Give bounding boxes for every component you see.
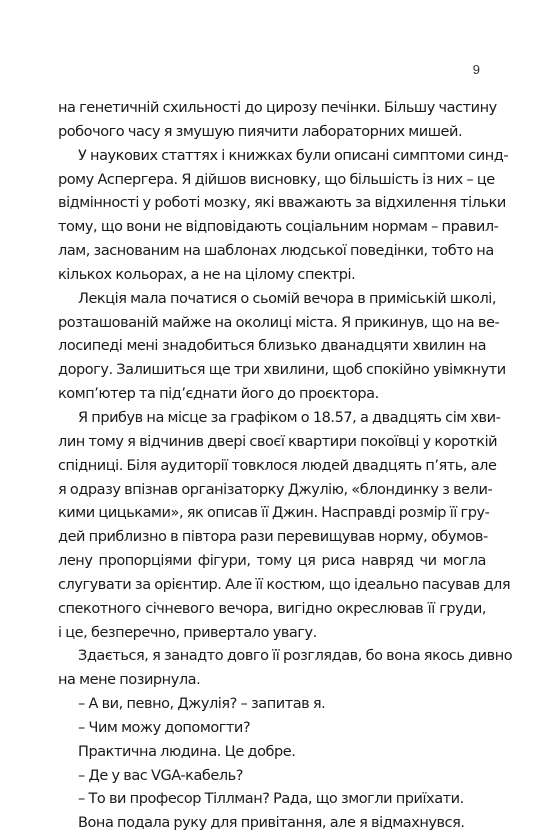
text-line: відмінності у роботі мозку, які вважають за відхилення тільки — [58, 195, 506, 212]
text-line: я одразу впізнав організаторку Джулію, «блондинку з вели- — [58, 481, 493, 498]
text-line: на генетичній схильності до цирозу печінки. Більшу частину — [58, 100, 497, 116]
text-line: – Де у вас VGA-кабель? — [78, 767, 244, 784]
text-line: У наукових статтях і книжках були описані симптоми синд- — [78, 147, 509, 164]
text-line: кими цицьками», як описав її Джин. Насправді розмір її гру- — [58, 505, 490, 522]
text-line: Практична людина. Це добре. — [78, 743, 296, 760]
text-line: – А ви, певно, Джулія? – запитав я. — [78, 696, 326, 713]
page-number: 9 — [472, 62, 480, 77]
text-line: Я прибув на місце за графіком о 18.57, а двадцять сім хви- — [78, 409, 501, 426]
text-line: Здається, я занадто довго її розглядав, бо вона якось дивно — [78, 648, 513, 665]
text-line: – То ви професор Тіллман? Рада, що змогли приїхати. — [78, 791, 464, 808]
text-line: дорогу. Залишиться ще три хвилини, щоб спокійно увімкнути — [58, 362, 506, 379]
text-line: кількох кольорах, а не на цілому спектрі. — [58, 266, 356, 283]
text-line: лосипеді мені знадобиться близько дванадцяти хвилин на — [58, 338, 486, 355]
text-line: комп’ютер та під’єднати його до проєктора. — [58, 386, 379, 403]
text-line: лам, заснованим на шаблонах людської поведінки, тобто на — [58, 243, 494, 260]
text-line: дей приблизно в півтора рази перевищував норму, обумов- — [58, 529, 488, 546]
text-line: рому Аспергера. Я дійшов висновку, що більшість із них – це — [58, 171, 495, 188]
text-line: – Чим можу допомогти? — [78, 719, 251, 736]
text-line: і це, безперечно, привертало увагу. — [58, 624, 317, 641]
text-line: спекотного січневого вечора, вигідно окреслював її груди, — [58, 600, 486, 617]
text-line: спідниці. Біля аудиторії товклося людей двадцять п’ять, але — [58, 457, 497, 474]
text-line: на мене позирнула. — [58, 672, 201, 689]
text-line: розташованій майже на околиці міста. Я прикинув, що на ве- — [58, 314, 500, 331]
text-line: лену пропорціями фігури, тому ця риса навряд чи могла — [58, 553, 486, 570]
text-line: робочого часу я змушую пиячити лабораторних мишей. — [58, 123, 463, 140]
text-line: Вона подала руку для привітання, але я відмахнувся. — [78, 815, 465, 832]
text-line: Лекція мала початися о сьомій вечора в приміській школі, — [78, 290, 497, 307]
body-text — [58, 97, 513, 836]
text-line: слугувати за орієнтир. Але її костюм, що ідеально пасував для — [58, 576, 511, 593]
text-line: тому, що вони не відповідають соціальним нормам – правил- — [58, 219, 499, 236]
text-line: лин тому я відчинив двері своєї квартири покоївці у короткій — [58, 433, 498, 450]
